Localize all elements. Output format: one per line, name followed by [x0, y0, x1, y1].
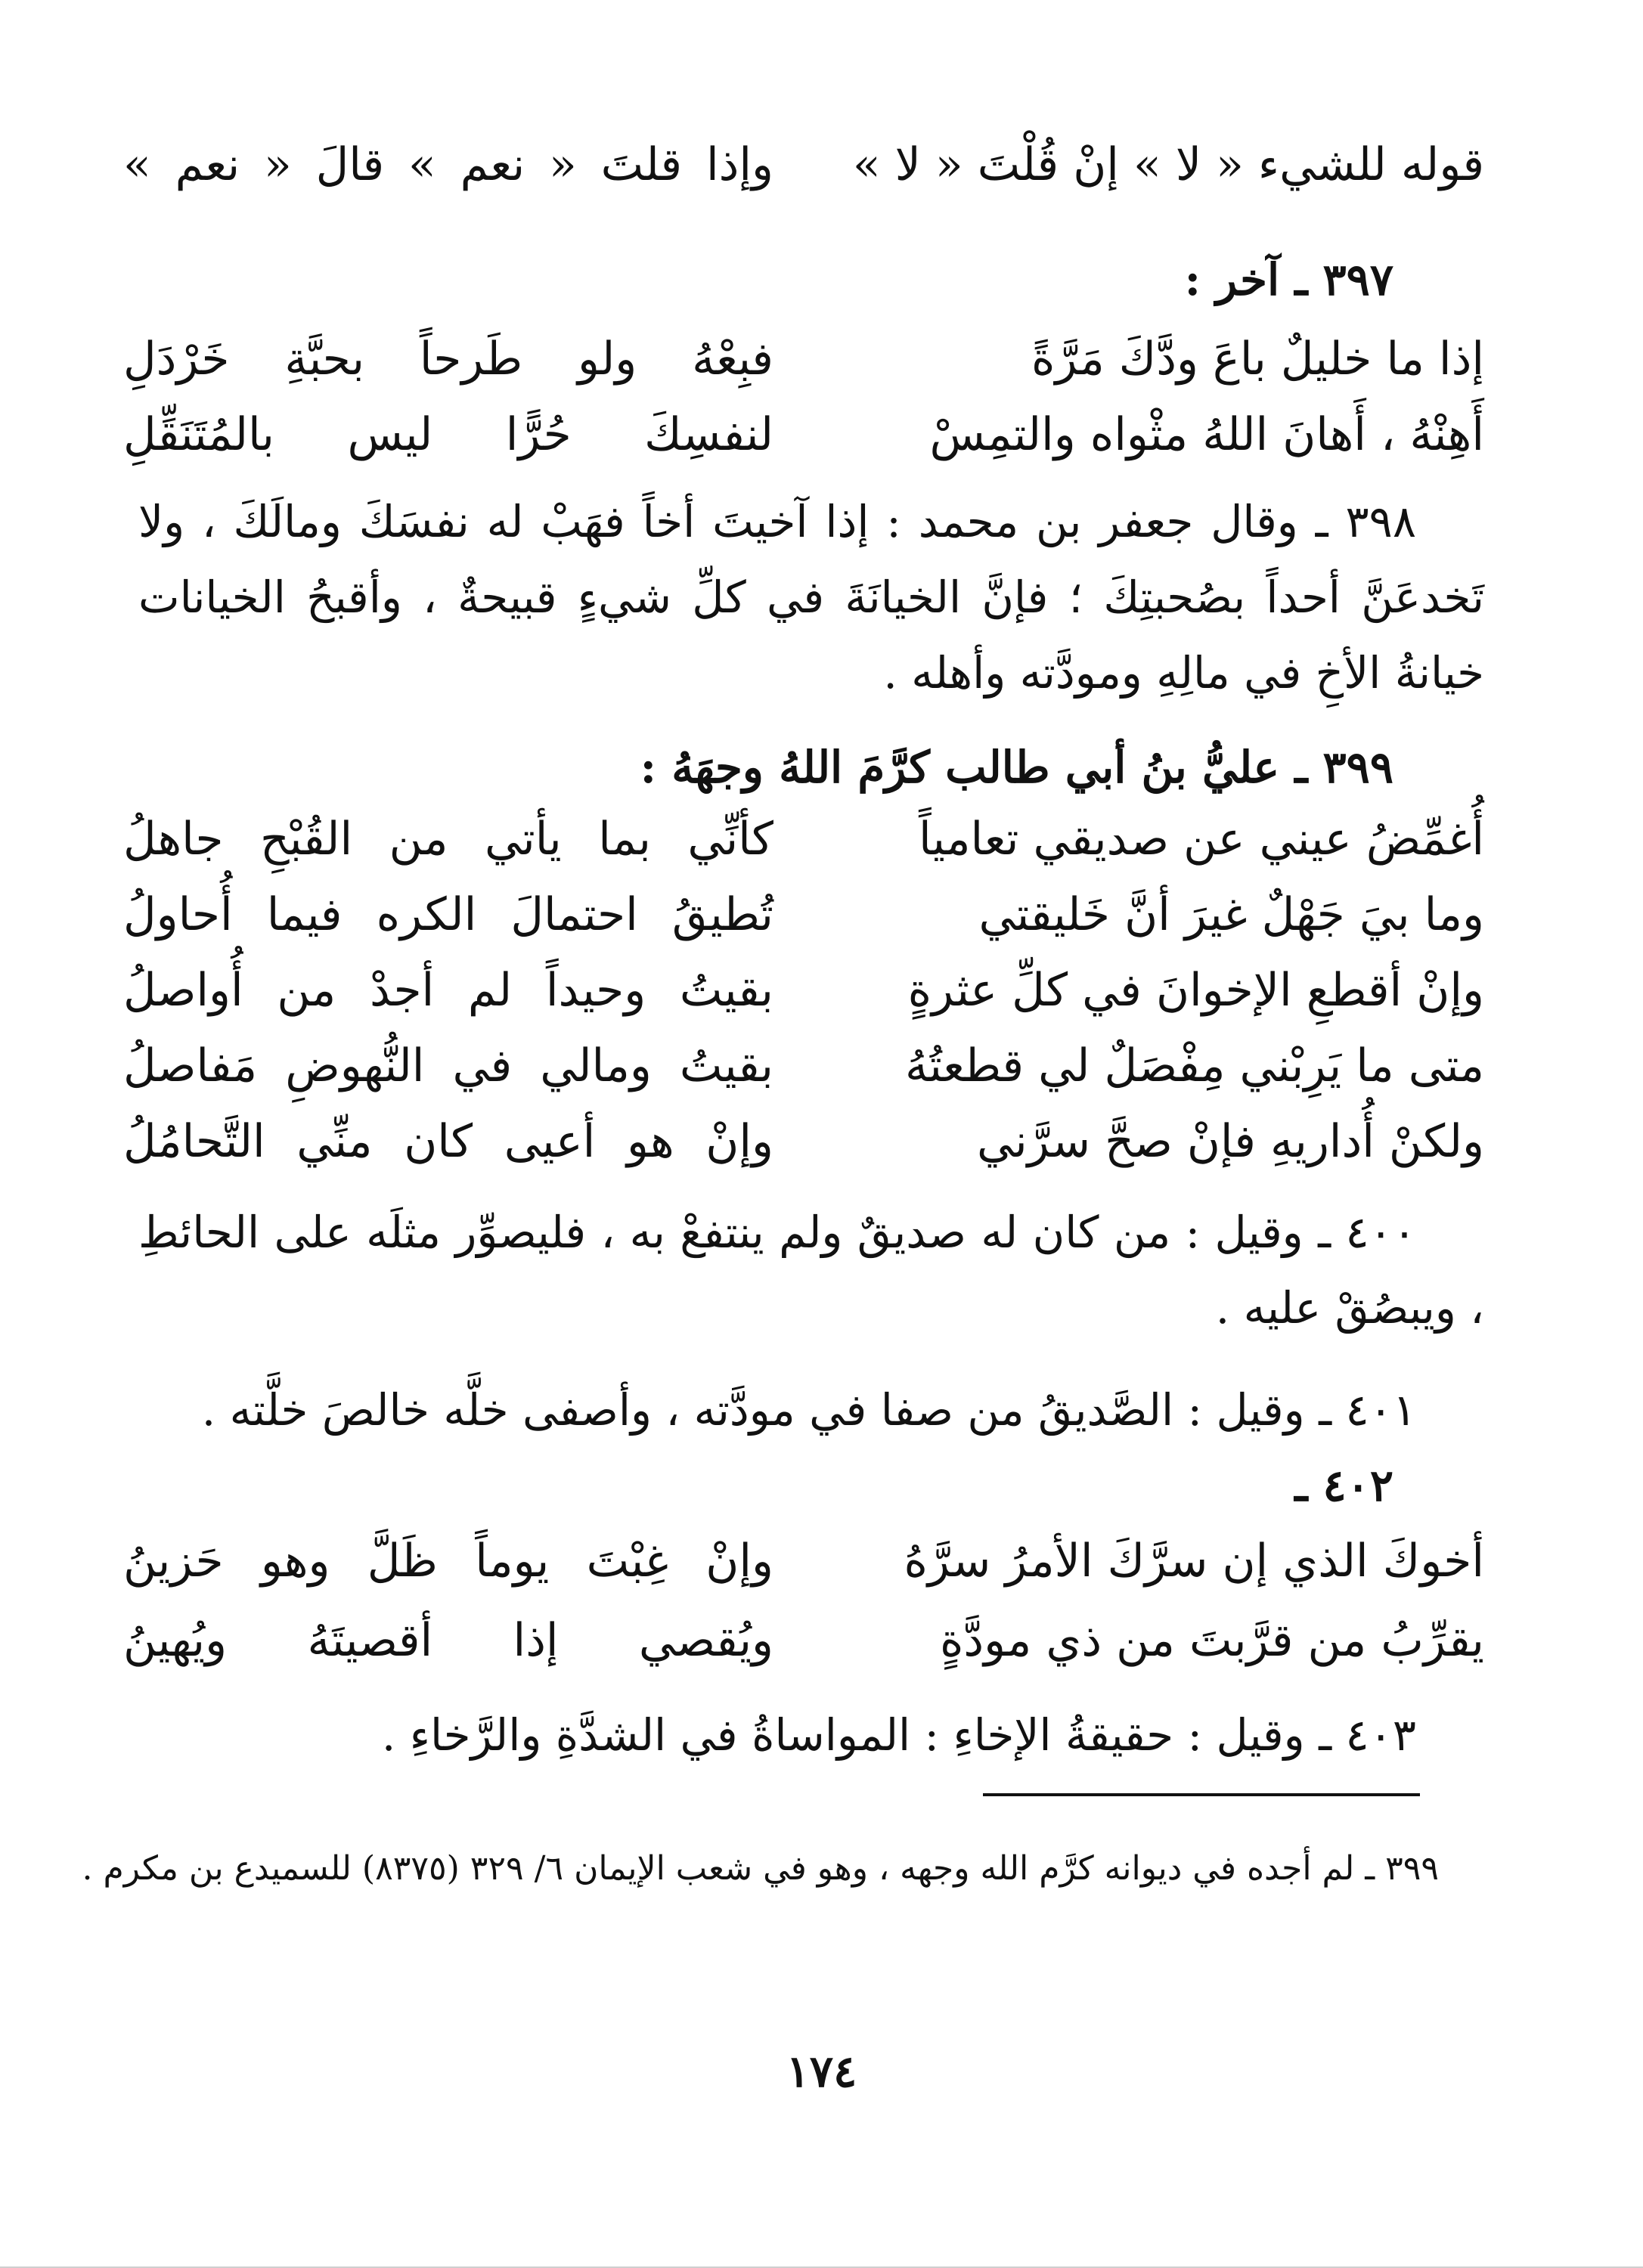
verse-first-half: أَهِنْهُ ، أَهانَ اللهُ مثْواه والتمِسْ — [929, 408, 1484, 461]
entry-402-verse-2 — [123, 1603, 1484, 1678]
entry-399-verse-3 — [123, 953, 1484, 1028]
verse-second-half: وإذا قلتَ « نعم » قالَ « نعم » — [123, 138, 773, 191]
entry-399-verse-4 — [123, 1028, 1484, 1104]
page-number: ١٧٤ — [786, 2046, 857, 2097]
entry-401-paragraph: ٤٠١ ـ وقيل : الصَّديقُ من صفا في مودَّته ، وأصفى خلَّه خالصَ خلَّته . — [201, 1384, 1416, 1436]
verse-first-half: وما بيَ جَهْلٌ غيرَ أنَّ خَليقتي — [978, 888, 1484, 941]
verse-second-half: بقيتُ وحيداً لم أجدْ من أُواصلُ — [123, 964, 773, 1017]
verse-second-half: بقيتُ ومالي في النُّهوضِ مَفاصلُ — [123, 1040, 773, 1092]
verse-first-half: وإنْ أقطعِ الإخوانَ في كلِّ عثرةٍ — [907, 964, 1484, 1017]
footnote-divider — [983, 1793, 1420, 1796]
entry-399-verse-2 — [123, 877, 1484, 953]
footnote: ٣٩٩ ـ لم أجده في ديوانه كرَّم الله وجهه ، وهو في شعب الإيمان ٦/ ٣٢٩ (٨٣٧٥) للسميدع بن مكرم . — [82, 1849, 1439, 1888]
entry-399-heading: ٣٩٩ ـ عليُّ بنُ أبي طالب كرَّمَ اللهُ وجهَهُ : — [640, 742, 1393, 793]
verse-first-half: إذا ما خليلٌ باعَ ودَّكَ مَرَّةً — [1031, 333, 1484, 386]
entry-398-paragraph: ٣٩٨ ـ وقال جعفر بن محمد : إذا آخيتَ أخاً فهَبْ له نفسَكَ ومالَكَ ، ولا تَخدعَنَّ أحداً بصُحبتِكَ ؛ فإنَّ الخيانَةَ في كلِّ شيءٍ قبيحةٌ ، وأقبحُ الخيانات خيانةُ الأخِ في مالِهِ ومودَّته وأهله . — [138, 496, 1484, 699]
entry-400-paragraph: ٤٠٠ ـ وقيل : من كان له صديقٌ ولم ينتفعْ به ، فليصوِّر مثلَه على الحائطِ ، ويبصُقْ عليه . — [138, 1207, 1484, 1334]
verse-second-half: فبِعْهُ ولو طَرحاً بحبَّةِ خَرْدَلِ — [123, 333, 773, 386]
entry-397-heading: ٣٩٧ ـ آخر : — [1184, 254, 1393, 305]
verse-first-half: ولكنْ أُداريهِ فإنْ صحَّ سرَّني — [976, 1115, 1484, 1168]
verse-second-half: كأنِّي بما يأتي من القُبْحِ جاهلُ — [123, 813, 773, 866]
continuation-verse — [123, 127, 1484, 203]
verse-second-half: تُطيقُ احتمالَ الكره فيما أُحاولُ — [123, 888, 773, 941]
entry-402-heading: ٤٠٢ ـ — [1294, 1460, 1393, 1511]
verse-first-half: قوله للشيء « لا » إنْ قُلْتَ « لا » — [852, 138, 1484, 191]
entry-399-verse-5 — [123, 1104, 1484, 1179]
entry-397-verse-2 — [123, 397, 1484, 472]
verse-second-half: ويُقصي إذا أقصيتَهُ ويُهينُ — [123, 1614, 773, 1667]
entry-403-paragraph: ٤٠٣ ـ وقيل : حقيقةُ الإخاءِ : المواساةُ في الشدَّةِ والرَّخاءِ . — [381, 1709, 1416, 1761]
verse-second-half: لنفسِكَ حُرًّا ليس بالمُتَنَقِّلِ — [123, 408, 773, 461]
entry-397-verse-1 — [123, 321, 1484, 397]
verse-first-half: يقرِّبُ من قرَّبتَ من ذي مودَّةٍ — [940, 1614, 1484, 1667]
verse-first-half: متى ما يَرِبْني مِفْصَلٌ لي قطعتُهُ — [904, 1040, 1484, 1092]
verse-first-half: أُغمِّضُ عيني عن صديقي تعامياً — [919, 813, 1484, 866]
verse-second-half: وإنْ هو أعيى كان منِّي التَّحامُلُ — [123, 1115, 773, 1168]
entry-399-verse-1 — [123, 801, 1484, 877]
verse-second-half: وإنْ غِبْتَ يوماً ظَلَّ وهو حَزينُ — [123, 1535, 773, 1588]
verse-first-half: أخوكَ الذي إن سرَّكَ الأمرُ سرَّهُ — [904, 1535, 1484, 1588]
entry-402-verse-1 — [123, 1523, 1484, 1599]
